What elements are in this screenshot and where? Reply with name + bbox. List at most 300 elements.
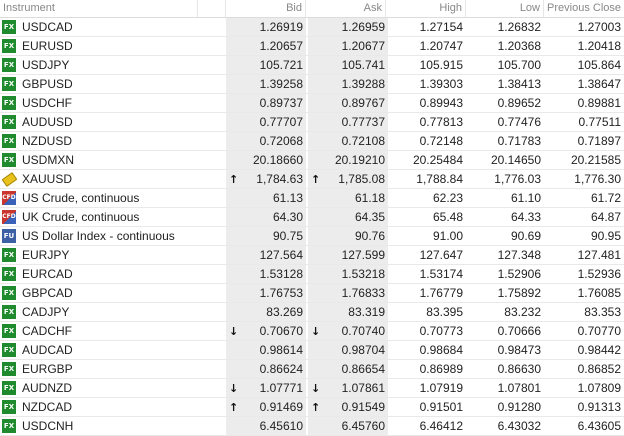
- low-value: 83.232: [504, 305, 541, 319]
- low-cell: [466, 56, 544, 74]
- prev-value: 64.87: [590, 210, 621, 224]
- instrument-name: XAUUSD: [22, 171, 73, 186]
- bid-cell[interactable]: [226, 246, 306, 264]
- table-row[interactable]: [0, 132, 624, 151]
- ask-cell[interactable]: [308, 265, 388, 283]
- instrument-cell[interactable]: [0, 170, 226, 188]
- ask-value: 1.26959: [341, 20, 385, 34]
- low-value: 0.98473: [497, 343, 541, 357]
- bid-value: 1.39258: [259, 77, 303, 91]
- table-row[interactable]: [0, 246, 624, 265]
- low-cell: [466, 246, 544, 264]
- low-cell: [466, 189, 544, 207]
- previous-close-cell: [544, 132, 624, 150]
- prev-value: 0.70770: [577, 324, 621, 338]
- bid-value: 0.70670: [259, 324, 303, 338]
- previous-close-cell: [544, 360, 624, 378]
- high-cell: [388, 379, 466, 397]
- bid-cell[interactable]: [226, 18, 306, 36]
- instrument-cell[interactable]: [0, 132, 226, 150]
- high-cell: [388, 170, 466, 188]
- low-value: 1.75892: [497, 286, 541, 300]
- bid-cell[interactable]: [226, 170, 306, 188]
- instrument-name: USDCAD: [22, 19, 73, 34]
- table-row[interactable]: [0, 303, 624, 322]
- previous-close-cell: [544, 379, 624, 397]
- low-value: 105.700: [497, 58, 541, 72]
- column-header-spacer: [198, 0, 226, 17]
- table-row[interactable]: [0, 94, 624, 113]
- prev-value: 127.481: [577, 248, 621, 262]
- high-value: 0.89943: [419, 96, 463, 110]
- instrument-name: US Crude, continuous: [22, 190, 140, 205]
- bid-cell[interactable]: [226, 227, 306, 245]
- instrument-cell[interactable]: [0, 322, 226, 340]
- previous-close-cell: [544, 94, 624, 112]
- bid-value: 90.75: [272, 229, 303, 243]
- bid-value: 127.564: [259, 248, 303, 262]
- previous-close-cell: [544, 246, 624, 264]
- previous-close-cell: [544, 189, 624, 207]
- low-value: 127.348: [497, 248, 541, 262]
- low-value: 1,776.03: [494, 172, 541, 186]
- low-cell: [466, 417, 544, 435]
- instrument-name: AUDNZD: [22, 380, 72, 395]
- ask-value: 1.39288: [341, 77, 385, 91]
- low-value: 0.70666: [497, 324, 541, 338]
- ask-value: 20.19210: [334, 153, 385, 167]
- instrument-name: USDCHF: [22, 95, 72, 110]
- ask-cell[interactable]: [308, 113, 388, 131]
- fx-badge-icon: FX: [2, 381, 16, 395]
- ask-cell[interactable]: [308, 151, 388, 169]
- instrument-name: EURGBP: [22, 361, 73, 376]
- instrument-name: GBPUSD: [22, 76, 73, 91]
- previous-close-cell: [544, 56, 624, 74]
- table-row[interactable]: [0, 398, 624, 417]
- ask-cell[interactable]: [308, 360, 388, 378]
- low-cell: [466, 18, 544, 36]
- table-row[interactable]: [0, 113, 624, 132]
- column-header-bid[interactable]: Bid: [226, 0, 306, 17]
- instrument-name: NZDCAD: [22, 399, 72, 414]
- low-value: 64.33: [510, 210, 541, 224]
- bid-cell[interactable]: [226, 151, 306, 169]
- instrument-cell[interactable]: [0, 398, 226, 416]
- high-cell: [388, 151, 466, 169]
- fx-badge-icon: FX: [2, 267, 16, 281]
- bid-value: 1.20657: [259, 39, 303, 53]
- instrument-cell[interactable]: [0, 246, 226, 264]
- bid-cell[interactable]: [226, 265, 306, 283]
- high-cell: [388, 75, 466, 93]
- low-cell: [466, 75, 544, 93]
- high-cell: [388, 227, 466, 245]
- ask-cell[interactable]: [308, 303, 388, 321]
- previous-close-cell: [544, 284, 624, 302]
- ask-value: 64.35: [354, 210, 385, 224]
- high-cell: [388, 303, 466, 321]
- bid-cell[interactable]: [226, 379, 306, 397]
- bid-value: 20.18660: [252, 153, 303, 167]
- low-cell: [466, 322, 544, 340]
- ask-value: 61.18: [354, 191, 385, 205]
- ask-value: 1.76833: [341, 286, 385, 300]
- bid-cell[interactable]: [226, 303, 306, 321]
- high-value: 0.98684: [419, 343, 463, 357]
- ask-value: 1.07861: [341, 381, 385, 395]
- instrument-cell[interactable]: [0, 341, 226, 359]
- prev-value: 1.20418: [577, 39, 621, 53]
- bid-value: 61.13: [272, 191, 303, 205]
- high-cell: [388, 94, 466, 112]
- previous-close-cell: [544, 151, 624, 169]
- fx-badge-icon: FX: [2, 419, 16, 433]
- high-cell: [388, 37, 466, 55]
- high-value: 65.48: [432, 210, 463, 224]
- ask-cell[interactable]: [308, 94, 388, 112]
- low-cell: [466, 265, 544, 283]
- high-cell: [388, 341, 466, 359]
- low-value: 1.52906: [497, 267, 541, 281]
- bid-cell[interactable]: [226, 132, 306, 150]
- high-value: 1,788.84: [416, 172, 463, 186]
- low-value: 0.86630: [497, 362, 541, 376]
- ask-value: 0.91549: [341, 400, 385, 414]
- low-value: 1.20368: [497, 39, 541, 53]
- ask-value: 83.319: [348, 305, 385, 319]
- table-row[interactable]: [0, 56, 624, 75]
- prev-value: 61.72: [590, 191, 621, 205]
- arrow-up-icon: ↑: [311, 401, 321, 414]
- ask-cell[interactable]: [308, 341, 388, 359]
- prev-value: 105.864: [577, 58, 621, 72]
- high-value: 1.53174: [419, 267, 463, 281]
- previous-close-cell: [544, 341, 624, 359]
- fx-badge-icon: FX: [2, 20, 16, 34]
- ask-cell[interactable]: [308, 56, 388, 74]
- bid-value: 6.45610: [259, 419, 303, 433]
- instrument-cell[interactable]: [0, 56, 226, 74]
- bid-cell[interactable]: [226, 322, 306, 340]
- prev-value: 0.86852: [577, 362, 621, 376]
- prev-value: 1.27003: [577, 20, 621, 34]
- bid-value: 0.86624: [259, 362, 303, 376]
- table-row[interactable]: [0, 227, 624, 246]
- arrow-up-icon: ↑: [229, 173, 239, 186]
- column-header-instrument[interactable]: Instrument: [0, 0, 198, 17]
- instrument-cell[interactable]: [0, 75, 226, 93]
- ask-value: 0.98704: [341, 343, 385, 357]
- instrument-cell[interactable]: [0, 284, 226, 302]
- arrow-down-icon: ↓: [311, 325, 321, 338]
- high-value: 0.70773: [419, 324, 463, 338]
- ask-cell[interactable]: [308, 284, 388, 302]
- ask-cell[interactable]: [308, 18, 388, 36]
- bid-value: 83.269: [266, 305, 303, 319]
- low-cell: [466, 303, 544, 321]
- bid-cell[interactable]: [226, 417, 306, 435]
- high-cell: [388, 189, 466, 207]
- ask-cell[interactable]: [308, 322, 388, 340]
- table-row[interactable]: [0, 341, 624, 360]
- table-row[interactable]: [0, 151, 624, 170]
- bid-cell[interactable]: [226, 208, 306, 226]
- fx-badge-icon: FX: [2, 96, 16, 110]
- previous-close-cell: [544, 170, 624, 188]
- ask-cell[interactable]: [308, 246, 388, 264]
- instrument-name: AUDCAD: [22, 342, 73, 357]
- column-header-low[interactable]: Low: [466, 0, 544, 17]
- previous-close-cell: [544, 18, 624, 36]
- ask-value: 1.53218: [341, 267, 385, 281]
- table-row[interactable]: [0, 37, 624, 56]
- bid-cell[interactable]: [226, 284, 306, 302]
- high-cell: [388, 322, 466, 340]
- low-value: 0.77476: [497, 115, 541, 129]
- previous-close-cell: [544, 227, 624, 245]
- table-row[interactable]: [0, 75, 624, 94]
- bid-value: 0.98614: [259, 343, 303, 357]
- ask-value: 0.89767: [341, 96, 385, 110]
- fx-badge-icon: FX: [2, 134, 16, 148]
- bid-value: 1.53128: [259, 267, 303, 281]
- low-cell: [466, 170, 544, 188]
- fx-badge-icon: FX: [2, 39, 16, 53]
- instrument-cell[interactable]: [0, 227, 226, 245]
- ask-value: 0.70740: [341, 324, 385, 338]
- ask-value: 127.599: [341, 248, 385, 262]
- bid-cell[interactable]: [226, 398, 306, 416]
- low-cell: [466, 360, 544, 378]
- fx-badge-icon: FX: [2, 115, 16, 129]
- fx-badge-icon: FX: [2, 362, 16, 376]
- table-row[interactable]: [0, 417, 624, 436]
- high-cell: [388, 360, 466, 378]
- prev-value: 90.95: [590, 229, 621, 243]
- instrument-cell[interactable]: [0, 189, 226, 207]
- low-cell: [466, 227, 544, 245]
- instrument-name: AUDUSD: [22, 114, 73, 129]
- low-value: 1.26832: [497, 20, 541, 34]
- bid-value: 0.89737: [259, 96, 303, 110]
- cfd-badge-icon: CFD: [2, 191, 16, 205]
- low-value: 1.38413: [497, 77, 541, 91]
- bid-value: 0.91469: [259, 400, 303, 414]
- ask-value: 0.72108: [341, 134, 385, 148]
- instrument-name: GBPCAD: [22, 285, 73, 300]
- table-row[interactable]: [0, 379, 624, 398]
- high-value: 0.91501: [419, 400, 463, 414]
- instrument-cell[interactable]: [0, 37, 226, 55]
- ask-cell[interactable]: [308, 208, 388, 226]
- bid-value: 0.72068: [259, 134, 303, 148]
- high-cell: [388, 246, 466, 264]
- high-value: 83.395: [426, 305, 463, 319]
- instrument-cell[interactable]: [0, 360, 226, 378]
- instrument-name: USDJPY: [22, 57, 70, 72]
- instrument-cell[interactable]: [0, 417, 226, 435]
- low-value: 0.89652: [497, 96, 541, 110]
- low-cell: [466, 151, 544, 169]
- low-cell: [466, 379, 544, 397]
- bid-value: 0.77707: [259, 115, 303, 129]
- high-value: 105.915: [419, 58, 463, 72]
- ask-cell[interactable]: [308, 132, 388, 150]
- high-cell: [388, 132, 466, 150]
- fx-badge-icon: FX: [2, 305, 16, 319]
- prev-value: 20.21585: [570, 153, 621, 167]
- ask-value: 105.741: [341, 58, 385, 72]
- previous-close-cell: [544, 208, 624, 226]
- column-header-high[interactable]: High: [386, 0, 466, 17]
- cfd-badge-icon: CFD: [2, 210, 16, 224]
- bid-cell[interactable]: [226, 37, 306, 55]
- high-value: 20.25484: [412, 153, 463, 167]
- bid-cell[interactable]: [226, 189, 306, 207]
- instrument-cell[interactable]: [0, 303, 226, 321]
- previous-close-cell: [544, 417, 624, 435]
- previous-close-cell: [544, 113, 624, 131]
- low-value: 0.71783: [497, 134, 541, 148]
- arrow-down-icon: ↓: [229, 325, 239, 338]
- instrument-cell[interactable]: [0, 265, 226, 283]
- gold-bar-icon: [2, 172, 16, 186]
- fx-badge-icon: FX: [2, 248, 16, 262]
- instrument-name: EURJPY: [22, 247, 70, 262]
- instrument-cell[interactable]: [0, 208, 226, 226]
- ask-cell[interactable]: [308, 379, 388, 397]
- bid-value: 1.26919: [259, 20, 303, 34]
- previous-close-cell: [544, 303, 624, 321]
- ask-cell[interactable]: [308, 417, 388, 435]
- instrument-name: UK Crude, continuous: [22, 209, 140, 224]
- prev-value: 0.71897: [577, 134, 621, 148]
- instrument-cell[interactable]: [0, 151, 226, 169]
- bid-cell[interactable]: [226, 75, 306, 93]
- fx-badge-icon: FX: [2, 77, 16, 91]
- column-header-previous-close[interactable]: Previous Close: [547, 2, 621, 14]
- instrument-cell[interactable]: [0, 18, 226, 36]
- high-value: 6.46412: [419, 419, 463, 433]
- fx-badge-icon: FX: [2, 153, 16, 167]
- table-row[interactable]: [0, 170, 624, 189]
- bid-cell[interactable]: [226, 113, 306, 131]
- high-cell: [388, 284, 466, 302]
- table-row[interactable]: [0, 189, 624, 208]
- high-value: 0.77813: [419, 115, 463, 129]
- ask-cell[interactable]: [308, 170, 388, 188]
- high-cell: [388, 56, 466, 74]
- low-value: 61.10: [510, 191, 541, 205]
- table-row[interactable]: [0, 208, 624, 227]
- prev-value: 0.91313: [577, 400, 621, 414]
- low-cell: [466, 208, 544, 226]
- ask-cell[interactable]: [308, 189, 388, 207]
- low-cell: [466, 398, 544, 416]
- previous-close-cell: [544, 37, 624, 55]
- instrument-name: NZDUSD: [22, 133, 72, 148]
- arrow-down-icon: ↓: [229, 382, 239, 395]
- instrument-name: EURUSD: [22, 38, 73, 53]
- high-value: 91.00: [432, 229, 463, 243]
- table-header: [0, 0, 624, 18]
- fx-badge-icon: FX: [2, 400, 16, 414]
- ask-cell[interactable]: [308, 75, 388, 93]
- instrument-name: USDCNH: [22, 418, 74, 433]
- prev-value: 1.76085: [577, 286, 621, 300]
- low-value: 1.07801: [497, 381, 541, 395]
- column-header-ask[interactable]: Ask: [306, 0, 386, 17]
- bid-value: 64.30: [272, 210, 303, 224]
- previous-close-cell: [544, 322, 624, 340]
- high-cell: [388, 18, 466, 36]
- prev-value: 1,776.30: [574, 172, 621, 186]
- ask-cell[interactable]: [308, 227, 388, 245]
- high-value: 0.86989: [419, 362, 463, 376]
- prev-value: 83.353: [584, 305, 621, 319]
- fx-badge-icon: FX: [2, 324, 16, 338]
- table-row[interactable]: [0, 18, 624, 37]
- instrument-name: USDMXN: [22, 152, 75, 167]
- fx-badge-icon: FX: [2, 286, 16, 300]
- low-value: 20.14650: [490, 153, 541, 167]
- low-cell: [466, 113, 544, 131]
- bid-cell[interactable]: [226, 341, 306, 359]
- prev-value: 6.43605: [577, 419, 621, 433]
- ask-value: 1.20677: [341, 39, 385, 53]
- ask-cell[interactable]: [308, 398, 388, 416]
- previous-close-cell: [544, 75, 624, 93]
- fx-badge-icon: FX: [2, 58, 16, 72]
- table-body: [0, 18, 624, 436]
- prev-value: 0.89881: [577, 96, 621, 110]
- instrument-name: CADCHF: [22, 323, 72, 338]
- low-value: 90.69: [510, 229, 541, 243]
- low-cell: [466, 341, 544, 359]
- instrument-cell[interactable]: [0, 379, 226, 397]
- table-row[interactable]: [0, 265, 624, 284]
- bid-value: 1,784.63: [256, 172, 303, 186]
- table-row[interactable]: [0, 322, 624, 341]
- table-row[interactable]: [0, 284, 624, 303]
- arrow-up-icon: ↑: [229, 401, 239, 414]
- ask-value: 6.45760: [341, 419, 385, 433]
- instrument-cell[interactable]: [0, 94, 226, 112]
- high-value: 0.72148: [419, 134, 463, 148]
- table-row[interactable]: [0, 360, 624, 379]
- high-value: 1.27154: [419, 20, 463, 34]
- high-value: 1.39303: [419, 77, 463, 91]
- prev-value: 1.38647: [577, 77, 621, 91]
- ask-value: 0.77737: [341, 115, 385, 129]
- bid-cell[interactable]: [226, 360, 306, 378]
- low-cell: [466, 132, 544, 150]
- bid-cell[interactable]: [226, 56, 306, 74]
- ask-cell[interactable]: [308, 37, 388, 55]
- instrument-name: US Dollar Index - continuous: [22, 228, 175, 243]
- high-value: 1.76779: [419, 286, 463, 300]
- instrument-name: CADJPY: [22, 304, 70, 319]
- prev-value: 0.98442: [577, 343, 621, 357]
- high-cell: [388, 417, 466, 435]
- bid-value: 105.721: [259, 58, 303, 72]
- bid-cell[interactable]: [226, 94, 306, 112]
- high-cell: [388, 113, 466, 131]
- instrument-cell[interactable]: [0, 113, 226, 131]
- high-cell: [388, 398, 466, 416]
- arrow-up-icon: ↑: [311, 173, 321, 186]
